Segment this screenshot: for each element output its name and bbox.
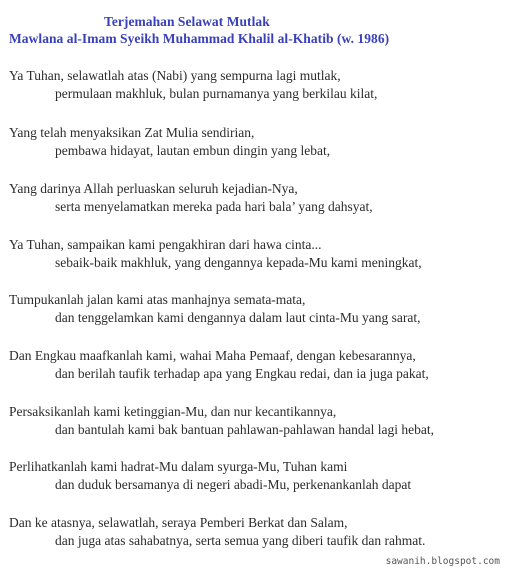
stanza-line-first: Persaksikanlah kami ketinggian-Mu, dan nur kecantikannya,	[9, 404, 337, 419]
stanza-line-second: serta menyelamatkan mereka pada hari bala’ yang dahsyat,	[55, 199, 373, 214]
stanza-line-second: dan duduk bersamanya di negeri abadi-Mu, perkenankanlah dapat	[55, 477, 412, 492]
stanza-line-first: Perlihatkanlah kami hadrat-Mu dalam syurga-Mu, Tuhan kami	[9, 459, 348, 474]
page-title: Terjemahan Selawat Mutlak	[104, 14, 270, 29]
stanza-line-first: Yang telah menyaksikan Zat Mulia sendirian,	[9, 125, 255, 140]
stanza-line-first: Dan Engkau maafkanlah kami, wahai Maha Pemaaf, dengan kebesarannya,	[9, 348, 416, 363]
stanza-line-first: Dan ke atasnya, selawatlah, seraya Pemberi Berkat dan Salam,	[9, 515, 348, 530]
page-subtitle: Mawlana al-Imam Syeikh Muhammad Khalil al-Khatib (w. 1986)	[9, 31, 390, 46]
source-watermark: sawanih.blogspot.com	[385, 556, 500, 567]
stanza-line-first: Tumpukanlah jalan kami atas manhajnya semata-mata,	[9, 292, 306, 307]
stanza-line-first: Ya Tuhan, selawatlah atas (Nabi) yang sempurna lagi mutlak,	[9, 68, 341, 83]
stanza-line-second: sebaik-baik makhluk, yang dengannya kepada-Mu kami meningkat,	[55, 255, 422, 270]
stanza-line-second: dan juga atas sahabatnya, serta semua yang diberi taufik dan rahmat.	[55, 533, 426, 548]
stanza-line-second: permulaan makhluk, bulan purnamanya yang berkilau kilat,	[55, 86, 378, 101]
stanza-line-second: dan berilah taufik terhadap apa yang Engkau redai, dan ia juga pakat,	[55, 366, 429, 381]
stanza-line-second: dan tenggelamkan kami dengannya dalam laut cinta-Mu yang sarat,	[55, 310, 421, 325]
stanza-line-second: pembawa hidayat, lautan embun dingin yang lebat,	[55, 143, 331, 158]
stanza-line-first: Ya Tuhan, sampaikan kami pengakhiran dari hawa cinta...	[9, 237, 322, 252]
stanza-line-second: dan bantulah kami bak bantuan pahlawan-pahlawan handal lagi hebat,	[55, 422, 434, 437]
stanza-line-first: Yang darinya Allah perluaskan seluruh kejadian-Nya,	[9, 181, 298, 196]
